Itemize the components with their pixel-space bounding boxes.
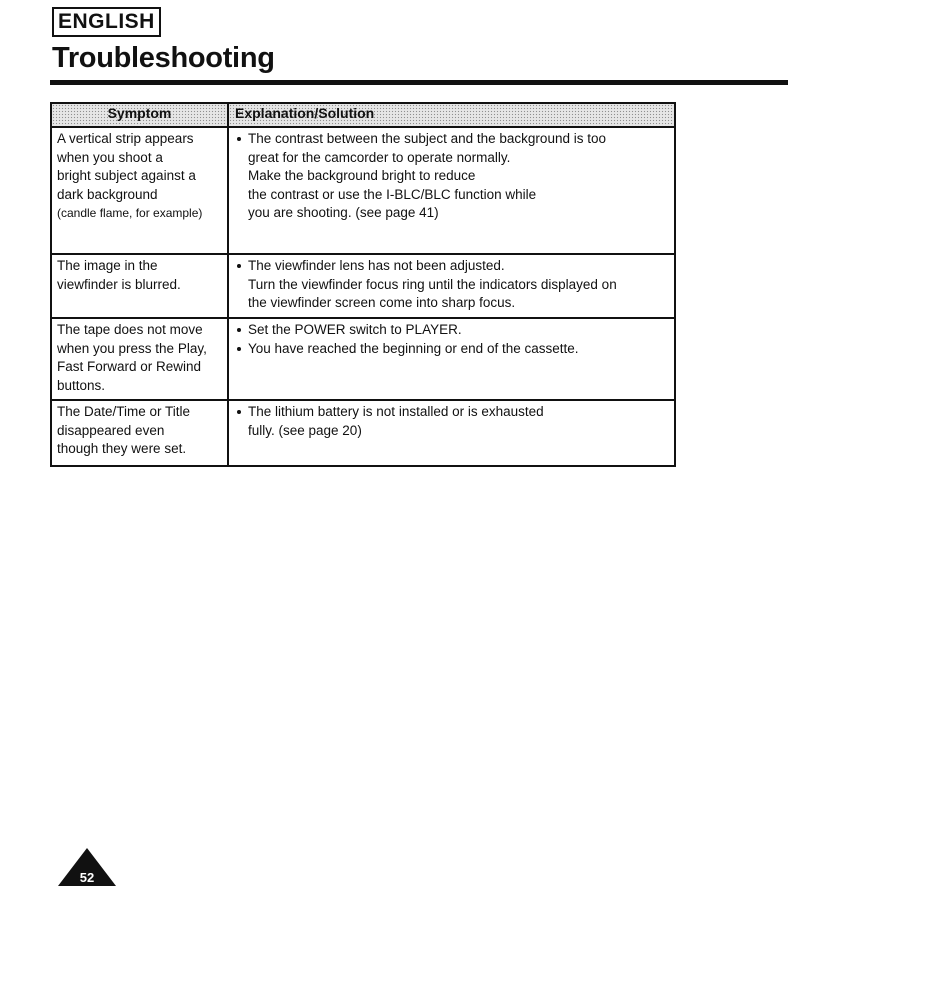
solution-line: Make the background bright to reduce: [248, 168, 476, 183]
symptom-cell: [51, 318, 228, 400]
title-divider: [50, 80, 788, 85]
solution-line: fully. (see page 20): [248, 422, 362, 438]
symptom-line: The Date/Time or Title: [57, 404, 191, 419]
triangle-icon: [58, 848, 116, 886]
solution-line: the viewfinder screen come into sharp focus.: [248, 295, 516, 310]
explanation-cell: [228, 127, 675, 254]
column-header-explanation: Explanation/Solution: [228, 103, 675, 127]
page-title: Troubleshooting: [52, 42, 275, 74]
symptom-line: disappeared even: [57, 422, 165, 438]
symptom-line: viewfinder is blurred.: [57, 276, 181, 292]
symptom-line: Fast Forward or Rewind: [57, 359, 202, 374]
symptom-line: dark background: [57, 186, 158, 202]
symptom-line: A vertical strip appears: [57, 131, 194, 146]
solution-line: great for the camcorder to operate normally.: [248, 149, 511, 165]
symptom-line: when you shoot a: [57, 149, 163, 165]
explanation-cell: [228, 400, 675, 466]
explanation-cell: [228, 254, 675, 318]
solution-line: Turn the viewfinder focus ring until the indicators displayed on: [248, 276, 617, 292]
symptom-line: bright subject against a: [57, 168, 196, 183]
explanation-cell: [228, 318, 675, 400]
symptom-line: though they were set.: [57, 441, 187, 456]
symptom-line: The image in the: [57, 258, 158, 273]
solution-line: Set the POWER switch to PLAYER.: [248, 322, 462, 337]
table-row: [51, 318, 675, 400]
solution-line: The viewfinder lens has not been adjusted.: [248, 258, 505, 273]
page-number: 52: [79, 870, 95, 885]
symptom-line: when you press the Play,: [57, 340, 207, 356]
symptom-line: (candle flame, for example): [57, 206, 203, 220]
solution-line: You have reached the beginning or end of the cassette.: [248, 340, 579, 356]
solution-item: [234, 403, 668, 440]
symptom-cell: [51, 400, 228, 466]
solution-line: The contrast between the subject and the background is too: [248, 131, 606, 146]
solution-line: the contrast or use the I-BLC/BLC function while: [248, 186, 537, 202]
solution-item: [234, 257, 668, 313]
symptom-cell: [51, 127, 228, 254]
symptom-line: The tape does not move: [57, 322, 203, 337]
page-number-badge: [58, 848, 116, 886]
solution-item: [234, 130, 668, 223]
table-header-row: [51, 103, 675, 127]
solution-item: [234, 321, 668, 340]
solution-line: you are shooting. (see page 41): [248, 205, 439, 220]
table-row: [51, 254, 675, 318]
language-label: ENGLISH: [52, 7, 161, 37]
solution-line: The lithium battery is not installed or is exhausted: [248, 404, 544, 419]
symptom-line: buttons.: [57, 377, 106, 393]
column-header-symptom: Symptom: [51, 103, 228, 127]
troubleshooting-table: [50, 102, 676, 467]
solution-item: [234, 340, 668, 359]
symptom-cell: [51, 254, 228, 318]
table-row: [51, 127, 675, 254]
table-row: [51, 400, 675, 466]
